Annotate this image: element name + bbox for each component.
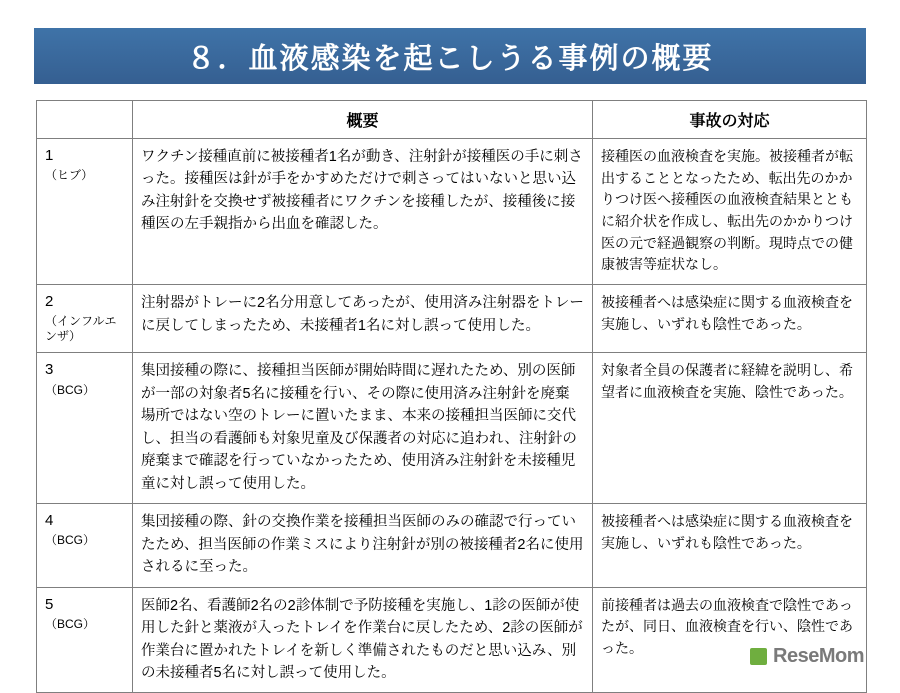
case-number-cell — [37, 587, 133, 693]
incident-summary-table — [36, 100, 867, 693]
case-vaccine-type: （BCG） — [45, 533, 96, 548]
column-header-action: 事故の対応 — [593, 101, 867, 139]
table-row — [37, 504, 867, 587]
page-title: ８．血液感染を起こしうる事例の概要 — [186, 42, 714, 75]
table-row — [37, 285, 867, 353]
resemom-logo-icon — [750, 648, 767, 665]
column-header-no — [37, 101, 133, 139]
watermark — [750, 645, 864, 668]
case-number: 4 — [45, 512, 54, 530]
case-number: 2 — [45, 293, 54, 311]
slide-title-bar — [34, 28, 866, 84]
case-number-cell — [37, 353, 133, 504]
case-action-cell: 被接種者へは感染症に関する血液検査を実施し、いずれも陰性であった。 — [593, 504, 867, 587]
case-number: 3 — [45, 361, 54, 379]
case-summary-cell: 医師2名、看護師2名の2診体制で予防接種を実施し、1診の医師が使用した針と薬液が入ったトレイを作業台に戻したため、2診の医師が作業台に置かれたトレイを新しく準備されたものだと思い込み、別の未接種者5名に対し誤って使用した。 — [133, 587, 593, 693]
case-summary-cell: 集団接種の際に、接種担当医師が開始時間に遅れたため、別の医師が一部の対象者5名に接種を行い、その際に使用済み注射針を廃棄場所ではない空のトレーに置いたまま、本来の接種担当医師に交代し、担当の看護師も対象児童及び保護者の対応に追われ、注射針の廃棄まで確認を行っていなかったため、使用済み注射針を未接種児童に対し誤って使用した。 — [133, 353, 593, 504]
case-vaccine-type: （BCG） — [45, 382, 96, 397]
case-number-cell — [37, 285, 133, 353]
case-summary-cell: 注射器がトレーに2名分用意してあったが、使用済み注射器をトレーに戻してしまったため、未接種者1名に対し誤って使用した。 — [133, 285, 593, 353]
case-vaccine-type: （ヒブ） — [45, 168, 94, 183]
case-action-cell: 前接種者は過去の血液検査で陰性であったが、同日、血液検査を行い、陰性であった。 — [593, 587, 867, 693]
case-number: 5 — [45, 595, 54, 613]
column-header-summary: 概要 — [133, 101, 593, 139]
case-summary-cell: ワクチン接種直前に被接種者1名が動き、注射針が接種医の手に刺さった。接種医は針が手をかすめただけで刺さってはいないと思い込み注射針を交換せず被接種者にワクチンを接種したが、接種後に接種医の左手親指から出血を確認した。 — [133, 139, 593, 285]
table-header-row — [37, 101, 867, 139]
case-summary-cell: 集団接種の際、針の交換作業を接種担当医師のみの確認で行っていたため、担当医師の作業ミスにより注射針が別の被接種者2名に使用されるに至った。 — [133, 504, 593, 587]
watermark-label: ReseMom — [773, 645, 864, 667]
table-row — [37, 353, 867, 504]
case-action-cell: 被接種者へは感染症に関する血液検査を実施し、いずれも陰性であった。 — [593, 285, 867, 353]
case-vaccine-type: （インフルエンザ） — [45, 314, 117, 344]
case-action-cell: 接種医の血液検査を実施。被接種者が転出することとなったため、転出先のかかりつけ医へ接種医の血液検査結果とともに紹介状を作成し、転出先のかかりつけ医の元で経過観察の判断。現時点での健康被害等症状なし。 — [593, 139, 867, 285]
table-row — [37, 587, 867, 693]
table-row — [37, 139, 867, 285]
case-action-cell: 対象者全員の保護者に経緯を説明し、希望者に血液検査を実施、陰性であった。 — [593, 353, 867, 504]
case-number-cell — [37, 504, 133, 587]
case-number: 1 — [45, 147, 54, 164]
case-vaccine-type: （BCG） — [45, 616, 96, 631]
case-number-cell — [37, 139, 133, 285]
